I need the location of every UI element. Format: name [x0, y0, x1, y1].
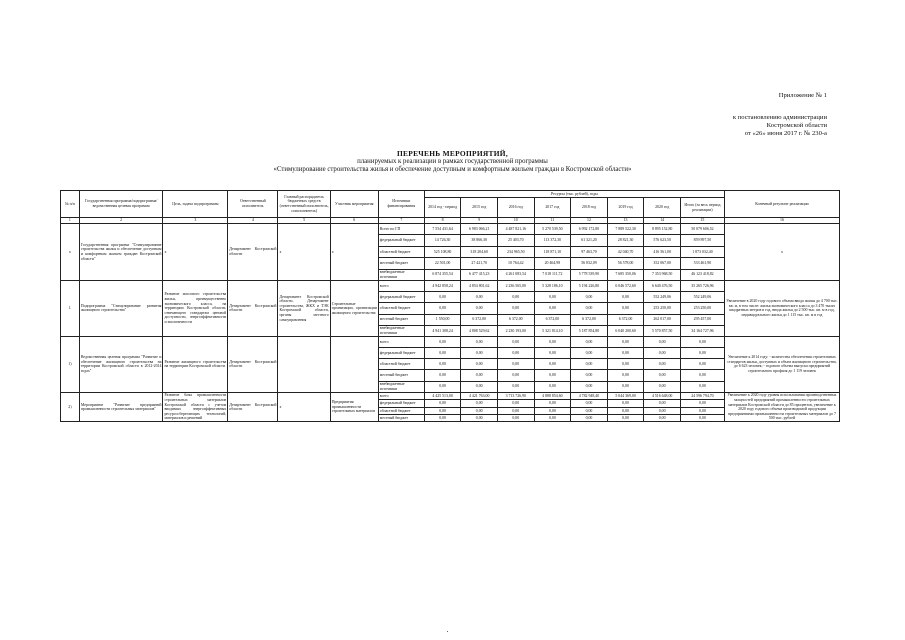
funding-value: 0,00 [534, 359, 571, 370]
appendix-line-1: к постановлению администрации [732, 114, 827, 121]
funding-value: 97 463,70 [571, 246, 608, 257]
funding-value: 0,00 [680, 400, 724, 407]
funding-value: 6 372,00 [607, 314, 644, 325]
block-result: Увеличение к 2020 году уровня использования производственных мощностей предприятий промышленности строительных материалов Костромской области до 85 процентов, увеличение к 2020 году годового объема производимой продукции предприятиями промышленности строительных материалов до 7 500 тыс. рублей [724, 392, 839, 422]
funding-value: 0,00 [607, 359, 644, 370]
funding-value: 6 372,00 [497, 314, 534, 325]
funding-source: местный бюджет [378, 258, 424, 269]
header-year-total: Итого (за весь период реализации) [680, 198, 724, 218]
block-number: 1. [61, 280, 80, 336]
funding-value: 0,00 [607, 370, 644, 381]
funding-value: 262 017,00 [644, 314, 681, 325]
funding-value: 20 464,98 [534, 258, 571, 269]
block-program: Государственная программа "Стимулирование строительства жилья и обеспечение доступным и комфортным жильем граждан Костромской области" [79, 224, 163, 281]
funding-value: 0,00 [680, 381, 724, 392]
funding-value: 0,00 [607, 400, 644, 407]
funding-value: 24 596 794,70 [680, 392, 724, 399]
column-number: 1 [61, 218, 80, 224]
funding-value: 0,00 [497, 370, 534, 381]
funding-value: 0,00 [424, 303, 461, 314]
block-executor: Департамент Костромской области [228, 280, 278, 336]
funding-value: 10 764,42 [497, 258, 534, 269]
column-number: 2 [79, 218, 163, 224]
funding-value: 0,00 [534, 400, 571, 407]
header-goal: Цель, задача подпрограммы [163, 191, 228, 218]
funding-value: 0,00 [571, 381, 608, 392]
funding-value: 0,00 [424, 381, 461, 392]
funding-value: 0,00 [571, 407, 608, 414]
funding-value: 0,00 [534, 407, 571, 414]
block-result: х [724, 224, 839, 281]
appendix-line-3: от «26» июня 2017 г. № 230-а [744, 130, 827, 137]
column-number: 14 [644, 218, 681, 224]
block-program: Подпрограмма "Стимулирование развития жилищного строительства" [79, 280, 163, 336]
funding-value: 0,00 [461, 348, 498, 359]
funding-value: 0,00 [461, 359, 498, 370]
funding-value: 4 782 948,40 [571, 392, 608, 399]
funding-value: 0,00 [461, 381, 498, 392]
header-year: 2014 год - период [424, 198, 461, 218]
funding-value: 0,00 [497, 400, 534, 407]
funding-value: 0,00 [424, 359, 461, 370]
funding-source: внебюджетные источники [378, 325, 424, 336]
funding-value: 0,00 [680, 370, 724, 381]
funding-value: 0,00 [461, 292, 498, 303]
funding-value: 7 554 431,64 [424, 224, 461, 235]
funding-value: 113 372,30 [534, 235, 571, 246]
block-number: 2) [61, 392, 80, 422]
funding-value: 0,00 [461, 415, 498, 422]
table-row [61, 336, 840, 347]
column-number: 4 [228, 218, 278, 224]
funding-value: 253 250,00 [644, 303, 681, 314]
funding-value: 6 640 476,50 [644, 280, 681, 291]
funding-value: 576 623,50 [644, 235, 681, 246]
column-number: 8 [424, 218, 461, 224]
funding-value: 6 372,00 [571, 314, 608, 325]
funding-value: 0,00 [424, 415, 461, 422]
funding-value: 0,00 [461, 336, 498, 347]
funding-source: областной бюджет [378, 359, 424, 370]
funding-source: всего [378, 392, 424, 399]
funding-value: 6 477 415,23 [461, 269, 498, 280]
column-number: 9 [461, 218, 498, 224]
table-row [61, 280, 840, 291]
funding-value: 0,00 [680, 359, 724, 370]
block-goal: х [163, 224, 228, 281]
funding-source: местный бюджет [378, 415, 424, 422]
funding-value: 34 164 727,96 [680, 325, 724, 336]
funding-value: 0,00 [497, 415, 534, 422]
block-participant: Строительные организации, организации жилищного строительства [330, 280, 378, 336]
block-manager: Департамент Костромской области, Департамент строительства, ЖКХ и ТЭК Костромской области, органы местного самоуправления [278, 280, 330, 336]
header-participant: Участник мероприятия [330, 191, 378, 218]
funding-source: всего [378, 336, 424, 347]
column-number: 7 [378, 218, 424, 224]
funding-value: 0,00 [424, 336, 461, 347]
funding-value: 0,00 [607, 348, 644, 359]
funding-value: 42 040,70 [607, 246, 644, 257]
funding-value: 2 230 193,00 [497, 325, 534, 336]
funding-value: 6 992 172,80 [571, 224, 608, 235]
block-goal: Развитие базы промышленности строительных материалов Костромской области с учетом вводимых энергоэффективных ресурсосберегающих технологий, материалов и решений [164, 393, 227, 421]
funding-value: 0,00 [607, 336, 644, 347]
funding-value: 4 421 763,00 [461, 392, 498, 399]
funding-value: 0,00 [571, 292, 608, 303]
funding-source: федеральный бюджет [378, 292, 424, 303]
funding-value: 0,00 [644, 400, 681, 407]
funding-value: 0,00 [571, 400, 608, 407]
funding-value: 0,00 [497, 303, 534, 314]
funding-value: 0,00 [644, 407, 681, 414]
header-program: Государственная программа/подпрограмма/ведомственная целевая программа [79, 191, 163, 218]
funding-value: 46 123 418,82 [680, 269, 724, 280]
funding-value: 5 044 369,00 [607, 392, 644, 399]
column-number: 10 [497, 218, 534, 224]
funding-value: 0,00 [461, 407, 498, 414]
funding-source: областной бюджет [378, 246, 424, 257]
document-heading [0, 150, 905, 175]
funding-source: федеральный бюджет [378, 348, 424, 359]
funding-value: 0,00 [571, 370, 608, 381]
funding-value: 0,00 [424, 292, 461, 303]
funding-value: 1 550,00 [424, 314, 461, 325]
funding-value: 0,00 [424, 400, 461, 407]
funding-value: 0,00 [424, 348, 461, 359]
funding-value: 0,00 [607, 303, 644, 314]
header-year: 2015 год [461, 198, 498, 218]
block-participant [330, 336, 378, 392]
block-manager: х [278, 392, 330, 422]
funding-value: 0,00 [461, 303, 498, 314]
funding-value: 0,00 [534, 292, 571, 303]
appendix-header [733, 92, 827, 138]
block-result: Увеличение в 2020 году годового объема ввода жилья до 4 700 тыс. кв. м, в том числе: жилья экономического класса до 3 470 тысяч квадратных метров в год, ввода жилья до 2 500 тыс. кв. м в год, индивидуального жилья до 1 115 тыс. кв. м в год [724, 280, 839, 336]
funding-value: 4 941 308,24 [424, 325, 461, 336]
header-year: 2018 год [571, 198, 608, 218]
funding-value: 295 457,00 [680, 314, 724, 325]
funding-value: 234 965,50 [497, 246, 534, 257]
header-funding-group: Ресурсы (тыс. рублей), годы [424, 191, 724, 198]
header-row-1 [61, 191, 840, 198]
header-year: 2016 год [497, 198, 534, 218]
header-year: 2019 год [607, 198, 644, 218]
funding-value: 253 250,00 [680, 303, 724, 314]
funding-value: 4 942 858,24 [424, 280, 461, 291]
column-number: 11 [534, 218, 571, 224]
column-number: 6 [330, 218, 378, 224]
funding-value: 6 372,00 [461, 314, 498, 325]
header-year: 2017 год [534, 198, 571, 218]
funding-value: 1 873 032,40 [680, 246, 724, 257]
funding-value: 0,00 [534, 415, 571, 422]
funding-value: 0,00 [534, 370, 571, 381]
funding-value: 533 461,90 [680, 258, 724, 269]
funding-value: 25 403,70 [497, 235, 534, 246]
funding-value: 56 832,09 [571, 258, 608, 269]
funding-value: 0,00 [607, 415, 644, 422]
funding-value: 0,00 [534, 336, 571, 347]
funding-value: 318 204,60 [461, 246, 498, 257]
document-subtitle: планируемых к реализации в рамках государственной программы [357, 158, 548, 166]
funding-value: 6 372,00 [534, 314, 571, 325]
block-manager [278, 336, 330, 392]
funding-source: федеральный бюджет [378, 235, 424, 246]
funding-value: 0,00 [644, 381, 681, 392]
funding-value: 4 425 513,00 [424, 392, 461, 399]
funding-value: 552 249,06 [644, 292, 681, 303]
funding-value: 0,00 [571, 359, 608, 370]
funding-value: 0,00 [644, 336, 681, 347]
funding-source: местный бюджет [378, 314, 424, 325]
block-participant: Предприятия промышленности строительных материалов [330, 392, 378, 422]
funding-value: 0,00 [497, 348, 534, 359]
header-executor: Ответственный исполнитель [228, 191, 278, 218]
block-executor: Департамент Костромской области [228, 392, 278, 422]
funding-value: 416 561,00 [644, 246, 681, 257]
funding-value: 0,00 [534, 303, 571, 314]
block-executor: Департамент Костромской области [228, 336, 278, 392]
block-manager: х [278, 224, 330, 281]
funding-value: 28 821,30 [607, 235, 644, 246]
column-number: 12 [571, 218, 608, 224]
funding-value: 4 487 821,16 [497, 224, 534, 235]
funding-value: 0,00 [607, 407, 644, 414]
funding-value: 7 018 111,72 [534, 269, 571, 280]
funding-source: всего [378, 280, 424, 291]
funding-value: 0,00 [680, 336, 724, 347]
funding-value: 0,00 [607, 381, 644, 392]
funding-value: 14 726,30 [424, 235, 461, 246]
header-results: Конечный результат реализации [724, 191, 839, 218]
funding-value: 7 889 522,30 [607, 224, 644, 235]
funding-source: внебюджетные источники [378, 269, 424, 280]
column-number: 16 [724, 218, 839, 224]
funding-value: 2 236 565,00 [497, 280, 534, 291]
funding-value: 0,00 [644, 415, 681, 422]
funding-value: 5 270 539,50 [534, 224, 571, 235]
block-goal: Развитие жилищного строительства на территории Костромской области [163, 336, 228, 392]
funding-value: 0,00 [571, 415, 608, 422]
funding-value: 4 808 529,62 [461, 325, 498, 336]
funding-value: 0,00 [497, 359, 534, 370]
block-goal: Развитие массового строительства жилья, преимущественно экономического класса, на территории Костромской области, отвечающего стандартам ценовой доступности, энергоэффективности и экологичности [163, 280, 228, 336]
funding-value: 6 874 355,54 [424, 269, 461, 280]
funding-source: внебюджетные источники [378, 381, 424, 392]
funding-value: 118 871,10 [534, 246, 571, 257]
funding-value: 0,00 [424, 370, 461, 381]
header-num: № п/п [61, 191, 80, 218]
funding-value: 5 187 854,80 [571, 325, 608, 336]
block-number: 1) [61, 336, 80, 392]
funding-value: 552 249,06 [680, 292, 724, 303]
funding-source: федеральный бюджет [378, 400, 424, 407]
column-number: 15 [680, 218, 724, 224]
column-number: 13 [607, 218, 644, 224]
page-mark [447, 631, 448, 632]
table-row [61, 224, 840, 235]
funding-value: 0,00 [571, 336, 608, 347]
funding-value: 0,00 [534, 381, 571, 392]
funding-value: 4 261 083,54 [497, 269, 534, 280]
document-title: ПЕРЕЧЕНЬ МЕРОПРИЯТИЙ, [396, 149, 508, 158]
funding-value: 56 578,00 [607, 258, 644, 269]
funding-value: 0,00 [424, 407, 461, 414]
funding-value: 0,00 [461, 370, 498, 381]
funding-value: 7 353 968,50 [644, 269, 681, 280]
funding-value: 38 866,30 [461, 235, 498, 246]
block-program: Мероприятие "Развитие предприятий промышленности строительных материалов" [79, 392, 163, 422]
table-row [61, 392, 840, 399]
funding-value: 0,00 [461, 400, 498, 407]
program-name: «Стимулирование строительства жилья и обеспечение доступным и комфортным жильем граждан в Костромской области» [273, 166, 632, 174]
funding-value: 6 983 066,21 [461, 224, 498, 235]
header-manager: Главный распорядитель бюджетных средств (ответственный исполнитель, соисполнитель) [278, 191, 330, 218]
block-executor: Департамент Костромской области [228, 224, 278, 281]
funding-value: 0,00 [497, 381, 534, 392]
funding-value: 352 067,00 [644, 258, 681, 269]
column-number: 3 [163, 218, 228, 224]
funding-value: 0,00 [680, 407, 724, 414]
funding-value: 50 079 606,52 [680, 224, 724, 235]
block-participant: х [330, 224, 378, 281]
funding-value: 0,00 [680, 415, 724, 422]
funding-value: 5 321 814,10 [534, 325, 571, 336]
funding-value: 35 265 726,96 [680, 280, 724, 291]
funding-source: областной бюджет [378, 303, 424, 314]
funding-value: 5 570 857,50 [644, 325, 681, 336]
funding-value: 5 778 539,90 [571, 269, 608, 280]
funding-source: областной бюджет [378, 407, 424, 414]
activities-table [60, 190, 840, 422]
funding-source: местный бюджет [378, 370, 424, 381]
funding-value: 525 108,80 [424, 246, 461, 257]
funding-value: 5 194 226,80 [571, 280, 608, 291]
funding-value: 6 046 572,60 [607, 280, 644, 291]
header-year: 2020 год [644, 198, 681, 218]
funding-value: 0,00 [497, 407, 534, 414]
appendix-line-2: Костромской области [766, 122, 827, 129]
funding-value: 5 328 186,10 [534, 280, 571, 291]
funding-value: 859 897,50 [680, 235, 724, 246]
funding-value: 4 854 801,62 [461, 280, 498, 291]
funding-value: 4 516 648,00 [644, 392, 681, 399]
block-result: Увеличение к 2014 году: - количества обеспечения строительных стандартов жилья, доступных и объем жилищного строительства, до 6 623 человек; - годового объема выпуска предприятий строительного профиля до 1 119 человек [724, 336, 839, 392]
funding-value: 0,00 [607, 292, 644, 303]
funding-value: 3 713 726,90 [497, 392, 534, 399]
funding-value: 8 895 152,80 [644, 224, 681, 235]
appendix-number: Приложение № 1 [778, 92, 827, 99]
funding-value: 0,00 [644, 359, 681, 370]
funding-value: 0,00 [644, 370, 681, 381]
funding-value: 0,00 [680, 348, 724, 359]
funding-value: 6 040 200,60 [607, 325, 644, 336]
funding-value: 4 888 854,60 [534, 392, 571, 399]
block-program: Ведомственная целевая программа "Развитие и обеспечение жилищного строительства на территории Костромской области в 2012-2014 годах" [79, 336, 163, 392]
block-number: х [61, 224, 80, 281]
column-number: 5 [278, 218, 330, 224]
funding-value: 27 421,70 [461, 258, 498, 269]
funding-value: 61 321,20 [571, 235, 608, 246]
funding-value: 22 501,00 [424, 258, 461, 269]
funding-value: 0,00 [571, 348, 608, 359]
funding-value: 0,00 [534, 348, 571, 359]
funding-value: 0,00 [497, 292, 534, 303]
funding-value: 0,00 [644, 348, 681, 359]
funding-value: 0,00 [497, 336, 534, 347]
funding-source: Всего по ГП [378, 224, 424, 235]
funding-value: 0,00 [571, 303, 608, 314]
header-sources: Источники финансирования [378, 191, 424, 218]
funding-value: 7 685 350,06 [607, 269, 644, 280]
